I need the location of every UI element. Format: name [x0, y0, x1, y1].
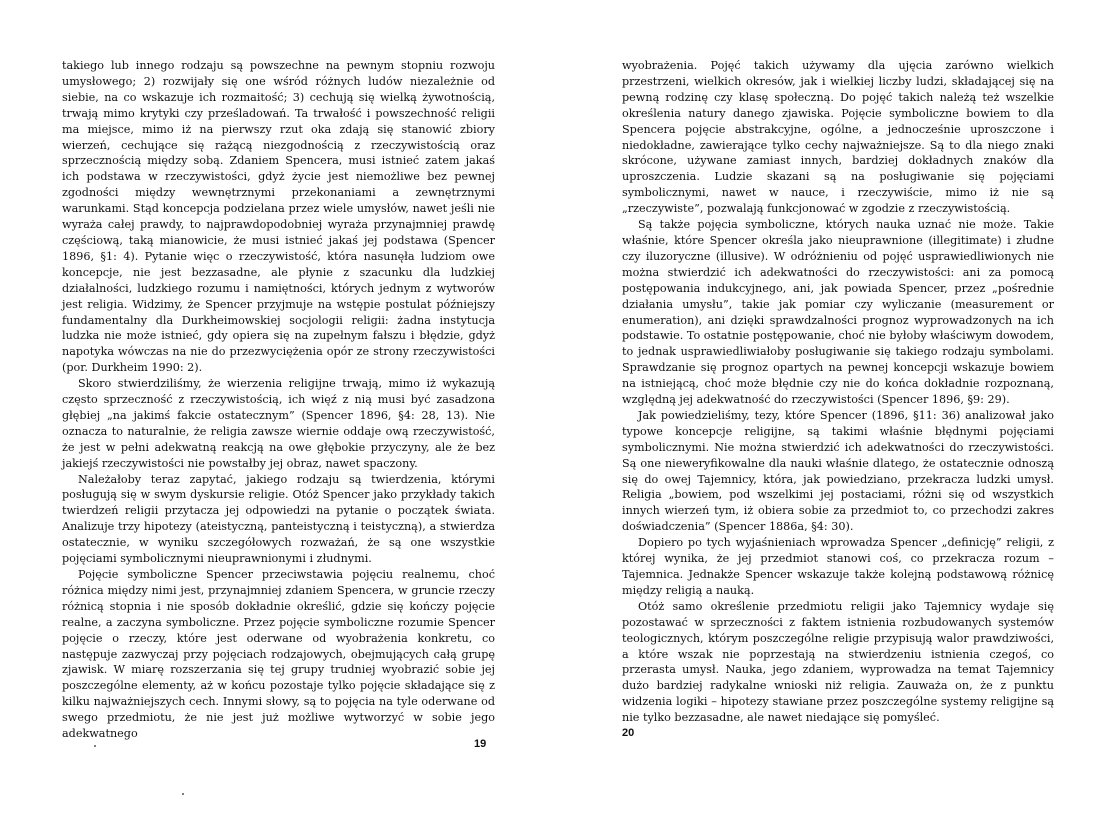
left-page-text — [62, 58, 495, 742]
paragraph: Pojęcie symboliczne Spencer przeciwstawia pojęciu realnemu, choć różnica między nimi jest, przynajmniej zdaniem Spencera, w gruncie rzeczy różnicą stopnia i nie sposób dokładnie określić, gdzie się kończy pojęcie realne, a zaczyna symboliczne. Przez pojęcie symboliczne rozumie Spencer pojęcie o rzeczy, które jest oderwane od wyobrażenia konkretu, co następuje zazwyczaj przy pojęciach rodzajowych, obejmujących całą grupę zjawisk. W miarę rozszerzania się tej grupy trudniej wyobrazić sobie jej poszczególne elementy, aż w końcu pozostaje tylko pojęcie składające się z kilku najważniejszych cech. Innymi słowy, są to pojęcia na tyle oderwane od swego przedmiotu, że nie jest już możliwe wytworzyć w sobie jego adekwatnego — [62, 568, 495, 741]
paragraph: wyobrażenia. Pojęć takich używamy dla ujęcia zarówno wielkich przestrzeni, wielkich okresów, jak i wielkiej liczby ludzi, składającej się na pewną rodzinę czy klasę społeczną. Do pojęć takich należą też wszelkie określenia natury danego zjawiska. Pojęcie symboliczne bowiem to dla Spencera pojęcie abstrakcyjne, ogólne, a jednocześnie uproszczone i niedokładne, zawierające tylko cechy najważniejsze. Są to dla niego znaki skrócone, używane zamiast innych, bardziej dokładnych znaków dla uproszczenia. Ludzie skazani są na posługiwanie się pojęciami symbolicznymi, nawet w nauce, i rzeczywiście, mimo iż nie są „rzeczywiste”, pozwalają funkcjonować w zgodzie z rzeczywistością. — [622, 59, 1054, 216]
paragraph: Są także pojęcia symboliczne, których nauka uznać nie może. Takie właśnie, które Spencer określa jako nieuprawnione (illegitimate) i złudne czy iluzoryczne (illusive). W odróżnieniu od pojęć usprawiedliwionych nie można stwierdzić ich adekwatności do rzeczywistości: ani za pomocą postępowania indukcyjnego, ani, jak powiada Spencer, przez „pośrednie działania umysłu”, takie jak pomiar czy wyliczanie (measurement or enumeration), ani dzięki sprawdzalności prognoz wyprowadzonych na ich podstawie. To ostatnie postępowanie, choć nie byłoby właściwym dowodem, to jednak usprawiedliwiałoby posługiwanie się takiego rodzaju symbolami. Sprawdzanie się prognoz opartych na pewnej koncepcji wskazuje bowiem na istniejącą, choć może błędnie czy nie do końca dokładnie rozpoznaną, względną jej adekwatność do rzeczywistości (Spencer 1896, §9: 29). — [622, 218, 1054, 407]
paragraph: Należałoby teraz zapytać, jakiego rodzaju są twierdzenia, którymi posługują się w swym dyskursie religie. Otóż Spencer jako przykłady takich twierdzeń religii przytacza jej odpowiedzi na pytanie o początek świata. Analizuje trzy hipotezy (ateistyczną, panteistyczną i teistyczną), a stwierdza ostatecznie, w wyniku szczegółowych rozważań, że są one wszystkie pojęciami symbolicznymi nieuprawnionymi i złudnymi. — [62, 472, 495, 566]
page-number: 20 — [622, 727, 635, 739]
page-number: 19 — [474, 738, 487, 750]
paragraph: Skoro stwierdziliśmy, że wierzenia religijne trwają, mimo iż wykazują często sprzeczność z rzeczywistością, ich więź z nią musi być zasadzona głębiej „na jakimś fakcie ostatecznym” (Spencer 1896, §4: 28, 13). Nie oznacza to naturalnie, że religia zawsze wiernie oddaje ową rzeczywistość, że jest w pełni adekwatną reakcją na owe głębokie przyczyny, ale że bez jakiejś rzeczywistości nie powstałby jej obraz, nawet spaczony. — [62, 377, 495, 470]
scan-speck — [94, 745, 96, 747]
paragraph: Otóż samo określenie przedmiotu religii jako Tajemnicy wydaje się pozostawać w sprzeczności z faktem istnienia rozbudowanych systemów teologicznych, którym poszczególne religie przypisują walor prawdziwości, a które wszak nie poprzestają na stwierdzeniu istnienia czegoś, co przerasta umysł. Nauka, jego zdaniem, wyprowadza na temat Tajemnicy dużo bardziej radykalne wnioski niż religia. Zauważa on, że z punktu widzenia logiki – hipotezy stawiane przez poszczególne systemy religijne są nie tylko bezzasadne, ale nawet niedające się pomyśleć. — [622, 599, 1054, 725]
scan-speck — [182, 793, 184, 795]
paragraph: takiego lub innego rodzaju są powszechne na pewnym stopniu rozwoju umysłowego; 2) rozwijały się one wśród różnych ludów niezależnie od siebie, na co wskazuje ich rozmaitość; 3) cechują się wielką żywotnością, trwają mimo krytyki czy prześladowań. Ta trwałość i powszechność religii ma miejsce, mimo iż na pierwszy rzut oka zdają się stanowić zbiory wierzeń, cechujące się rażącą niezgodnością z rzeczywistością oraz sprzecznością między sobą. Zdaniem Spencera, musi istnieć zatem jakaś ich podstawa w rzeczywistości, gdyż życie jest niemożliwe bez pewnej zgodności między wewnętrznymi przekonaniami a zewnętrznymi warunkami. Stąd koncepcja podzielana przez wiele umysłów, nawet jeśli nie wyraża całej prawdy, to najprawdopodobniej wyraża przynajmniej prawdę częściową, taką mianowicie, że musi istnieć jakaś jej podstawa (Spencer 1896, §1: 4). Pytanie więc o rzeczywistość, która nasunęła ludziom owe koncepcje, nie jest bezzasadne, ale płynie z szacunku dla ludzkiej działalności, ludzkiego rozumu i namiętności, których jednym z wytworów jest religia. Widzimy, że Spencer przyjmuje na wstępie postulat późniejszy fundamentalny dla Durkheimowskiej socjologii religii: żadna instytucja ludzka nie może istnieć, gdy opiera się na zupełnym fałszu i błędzie, gdyż napotyka wówczas na nie do przezwyciężenia opór ze strony rzeczywistości (por. Durkheim 1990: 2). — [62, 59, 495, 375]
right-page-text — [622, 58, 1054, 726]
paragraph: Dopiero po tych wyjaśnieniach wprowadza Spencer „definicję” religii, z której wynika, że jej przedmiot stanowi coś, co przekracza rozum – Tajemnica. Jednakże Spencer wskazuje także kolejną podstawową różnicę między religią a nauką. — [622, 536, 1054, 597]
paragraph: Jak powiedzieliśmy, tezy, które Spencer (1896, §11: 36) analizował jako typowe koncepcje religijne, są takimi właśnie błędnymi pojęciami symbolicznymi. Nie można stwierdzić ich adekwatności do rzeczywistości. Są one nieweryfikowalne dla nauki właśnie dlatego, że ostatecznie odnoszą się do owej Tajemnicy, która, jak powiedziano, przekracza ludzki umysł. Religia „bowiem, pod wszelkimi jej postaciami, różni się od wszystkich innych wierzeń tym, iż obiera sobie za przedmiot to, co przechodzi zakres doświadczenia” (Spencer 1886a, §4: 30). — [622, 408, 1054, 534]
